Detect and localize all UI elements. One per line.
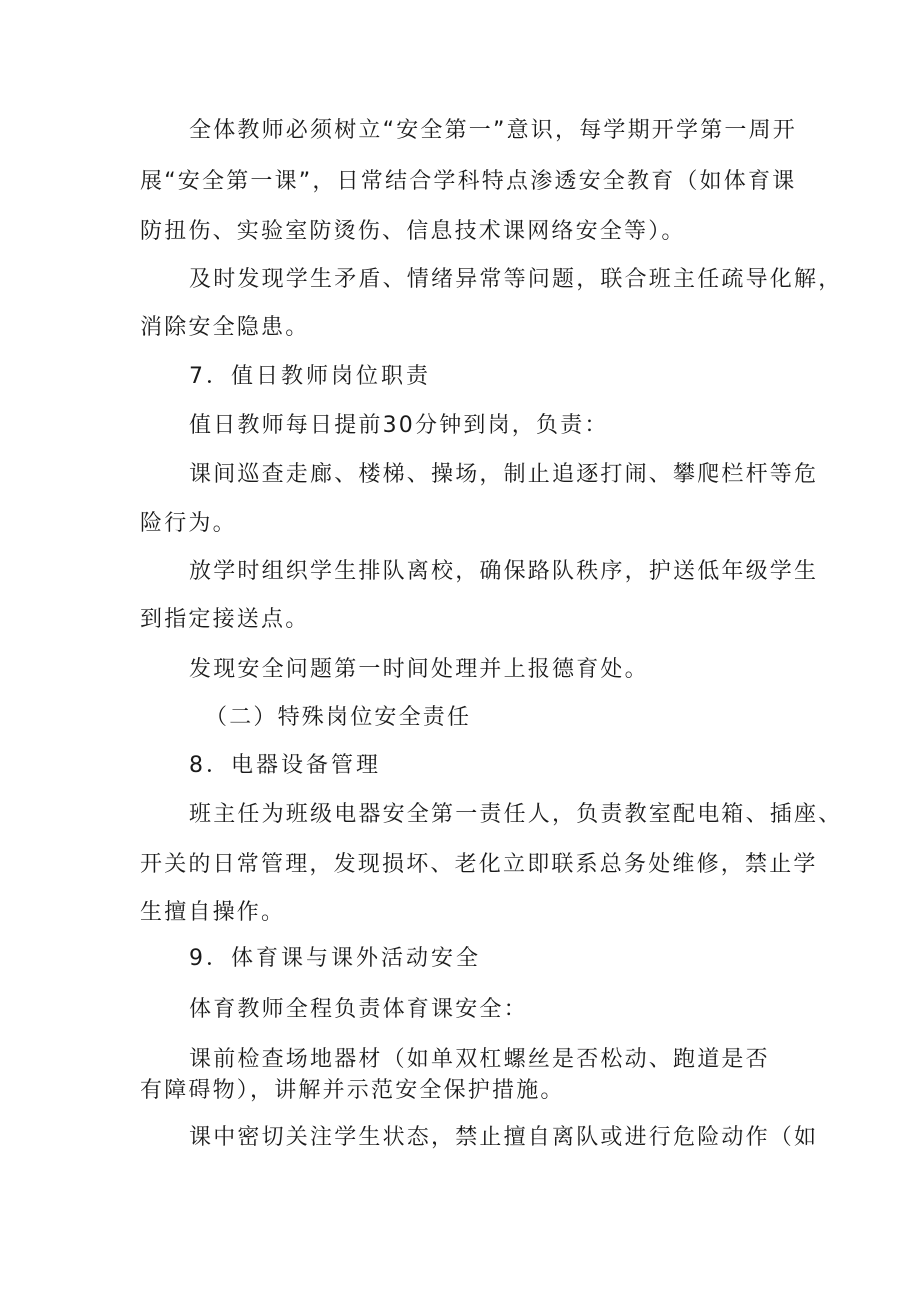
paragraph-line: 发现安全问题第一时间处理并上报德育处。 — [189, 657, 649, 682]
paragraph-line: 展“安全第一课”，日常结合学科特点渗透安全教育（如体育课 — [140, 169, 797, 194]
paragraph-line: 到指定接送点。 — [140, 607, 310, 632]
section-heading: 7．值日教师岗位职责 — [189, 364, 431, 389]
paragraph-line: 课前检查场地器材（如单双杠螺丝是否松动、跑道是否 — [189, 1047, 770, 1072]
paragraph-line: 放学时组织学生排队离校，确保路队秩序，护送低年级学生 — [189, 559, 819, 584]
section-heading: 8．电器设备管理 — [189, 753, 381, 778]
paragraph-line: 防扭伤、实验室防烫伤、信息技术课网络安全等）。 — [140, 219, 686, 244]
paragraph-line: 体育教师全程负责体育课安全： — [189, 997, 528, 1022]
paragraph-line: 险行为。 — [140, 511, 237, 536]
subsection-heading: （二）特殊岗位安全责任 — [205, 705, 472, 730]
paragraph-line: 全体教师必须树立“安全第一”意识，每学期开学第一周开 — [189, 118, 797, 143]
paragraph-line: 开关的日常管理，发现损坏、老化立即联系总务处维修，禁止学 — [140, 852, 818, 877]
section-heading: 9．体育课与课外活动安全 — [189, 946, 481, 971]
paragraph-line: 值日教师每日提前30分钟到岗，负责： — [189, 413, 609, 438]
paragraph-line: 消除安全隐患。 — [140, 315, 310, 340]
paragraph-line: 生擅自操作。 — [140, 900, 286, 925]
paragraph-line: 课中密切关注学生状态，禁止擅自离队或进行危险动作（如 — [189, 1125, 819, 1150]
paragraph-line: 及时发现学生矛盾、情绪异常等问题，联合班主任疏导化解， — [189, 267, 843, 292]
paragraph-line: 班主任为班级电器安全第一责任人，负责教室配电箱、插座、 — [189, 802, 843, 827]
paragraph-line: 有障碍物），讲解并示范安全保护措施。 — [140, 1078, 565, 1103]
paragraph-line: 课间巡查走廊、楼梯、操场，制止追逐打闹、攀爬栏杆等危 — [189, 462, 819, 487]
